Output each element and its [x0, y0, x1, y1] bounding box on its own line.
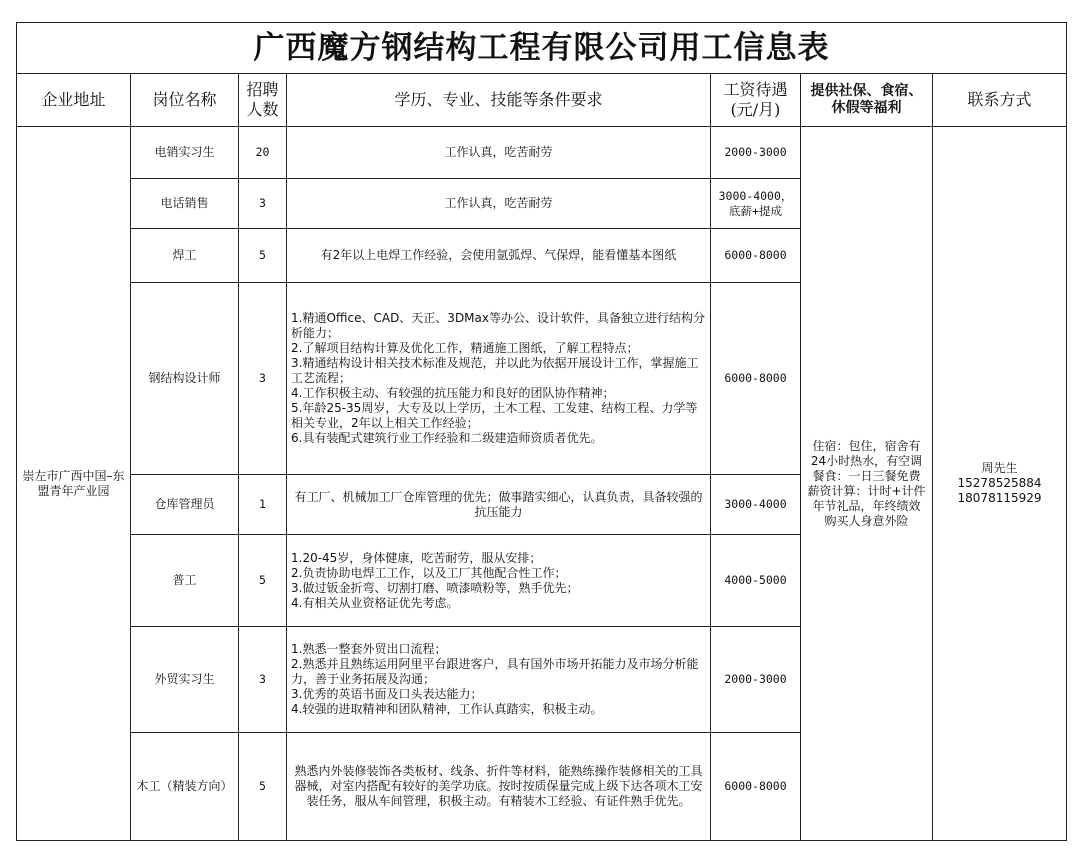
benefit-insurance: 购买人身意外险 — [824, 513, 909, 528]
requirement-line: 4.有相关从业资格证优先考虑。 — [291, 595, 459, 610]
position-cell: 普工 — [131, 535, 239, 627]
address-cell: 崇左市广西中国–东盟青年产业园 — [17, 127, 131, 841]
requirement-line: 工作认真，吃苦耐劳 — [444, 196, 553, 210]
requirement-list — [291, 311, 706, 446]
recruitment-table — [16, 22, 1067, 841]
requirements-cell — [287, 127, 711, 179]
requirements-cell — [287, 733, 711, 841]
position-cell: 电销实习生 — [131, 127, 239, 179]
position-cell: 钢结构设计师 — [131, 283, 239, 475]
contact-name: 周先生 — [981, 461, 1018, 475]
requirement-line: 6.具有装配式建筑行业工作经验和二级建造师资质者优先。 — [291, 431, 603, 445]
page-title: 广西魔方钢结构工程有限公司用工信息表 — [17, 23, 1067, 74]
salary-cell: 2000-3000 — [711, 127, 801, 179]
requirement-line: 1.20-45岁，身体健康，吃苦耐劳，服从安排； — [291, 550, 542, 565]
requirement-line: 有2年以上电焊工作经验，会使用氩弧焊、气保焊，能看懂基本图纸 — [320, 248, 677, 262]
contact-cell — [933, 127, 1067, 841]
position-cell: 仓库管理员 — [131, 475, 239, 535]
requirement-line: 工作认真，吃苦耐劳 — [444, 145, 553, 159]
requirement-line: 1.精通Office、CAD、天正、3DMax等办公、设计软件，具备独立进行结构分析能力； — [291, 311, 705, 340]
position-cell: 木工（精装方向） — [131, 733, 239, 841]
info-sheet — [16, 22, 1066, 841]
benefit-meals: 餐食：一日三餐免费 — [812, 468, 921, 483]
count-cell: 3 — [239, 179, 287, 229]
benefit-pay: 薪资计算：计时+计件年节礼品，年终绩效 — [807, 483, 926, 513]
salary-cell: 6000-8000 — [711, 733, 801, 841]
header-contact: 联系方式 — [933, 74, 1067, 127]
count-cell: 1 — [239, 475, 287, 535]
requirement-line: 4.较强的进取精神和团队精神，工作认真踏实，积极主动。 — [291, 702, 603, 716]
salary-cell: 6000-8000 — [711, 283, 801, 475]
header-requirements: 学历、专业、技能等条件要求 — [287, 74, 711, 127]
requirement-line: 3.精通结构设计相关技术标准及规范，并以此为依据开展设计工作，掌握施工工艺流程； — [291, 356, 699, 385]
salary-cell: 3000-4000 — [711, 475, 801, 535]
count-cell: 5 — [239, 733, 287, 841]
salary-cell: 6000-8000 — [711, 229, 801, 283]
table-row — [17, 127, 1067, 179]
benefit-housing: 住宿：包住，宿舍有24小时热水，有空调 — [810, 438, 923, 468]
position-cell: 电话销售 — [131, 179, 239, 229]
count-cell: 20 — [239, 127, 287, 179]
position-cell: 焊工 — [131, 229, 239, 283]
requirement-line: 1.熟悉一整套外贸出口流程； — [291, 642, 447, 656]
count-cell: 5 — [239, 535, 287, 627]
count-cell: 5 — [239, 229, 287, 283]
requirement-list — [291, 551, 706, 611]
contact-phone-2: 18078115929 — [957, 491, 1042, 505]
requirement-line: 2.熟悉并且熟练运用阿里平台跟进客户，具有国外市场开拓能力及市场分析能力，善于业务拓展及沟通； — [291, 657, 699, 686]
requirements-cell — [287, 179, 711, 229]
requirement-line: 2.负责协助电焊工工作，以及工厂其他配合性工作； — [291, 565, 567, 580]
requirement-line: 有工厂、机械加工厂仓库管理的优先；做事踏实细心，认真负责，具备较强的抗压能力 — [294, 489, 703, 519]
position-cell: 外贸实习生 — [131, 627, 239, 733]
salary-cell: 3000-4000，底薪+提成 — [711, 179, 801, 229]
header-position: 岗位名称 — [131, 74, 239, 127]
requirements-cell — [287, 283, 711, 475]
requirement-line: 4.工作积极主动、有较强的抗压能力和良好的团队协作精神； — [291, 386, 615, 400]
count-cell: 3 — [239, 627, 287, 733]
header-salary: 工资待遇(元/月) — [711, 74, 801, 127]
requirement-line: 3.优秀的英语书面及口头表达能力； — [291, 687, 483, 701]
header-benefits: 提供社保、食宿、休假等福利 — [801, 74, 933, 127]
requirements-cell — [287, 229, 711, 283]
requirement-line: 熟悉内外装修装饰各类板材、线条、折件等材料，能熟练操作装修相关的工具器械，对室内搭配有较好的美学功底。按时按质保量完成上级下达各项木工安装任务，服从车间管理，积极主动。有精装木工经验、有证件熟手优先。 — [294, 764, 703, 808]
requirements-cell — [287, 627, 711, 733]
header-address: 企业地址 — [17, 74, 131, 127]
requirements-cell — [287, 475, 711, 535]
salary-cell: 4000-5000 — [711, 535, 801, 627]
requirements-cell — [287, 535, 711, 627]
requirement-list — [291, 642, 706, 717]
count-cell: 3 — [239, 283, 287, 475]
requirement-line: 2.了解项目结构计算及优化工作，精通施工图纸，了解工程特点； — [291, 341, 639, 355]
salary-cell: 2000-3000 — [711, 627, 801, 733]
header-count: 招聘人数 — [239, 74, 287, 127]
requirement-line: 3.做过钣金折弯、切割打磨、喷漆喷粉等，熟手优先； — [291, 580, 579, 595]
contact-phone-1: 15278525884 — [957, 476, 1042, 490]
requirement-line: 5.年龄25-35周岁，大专及以上学历，土木工程、工发建、结构工程、力学等相关专业，2年以上相关工作经验； — [291, 401, 698, 430]
benefits-cell — [801, 127, 933, 841]
